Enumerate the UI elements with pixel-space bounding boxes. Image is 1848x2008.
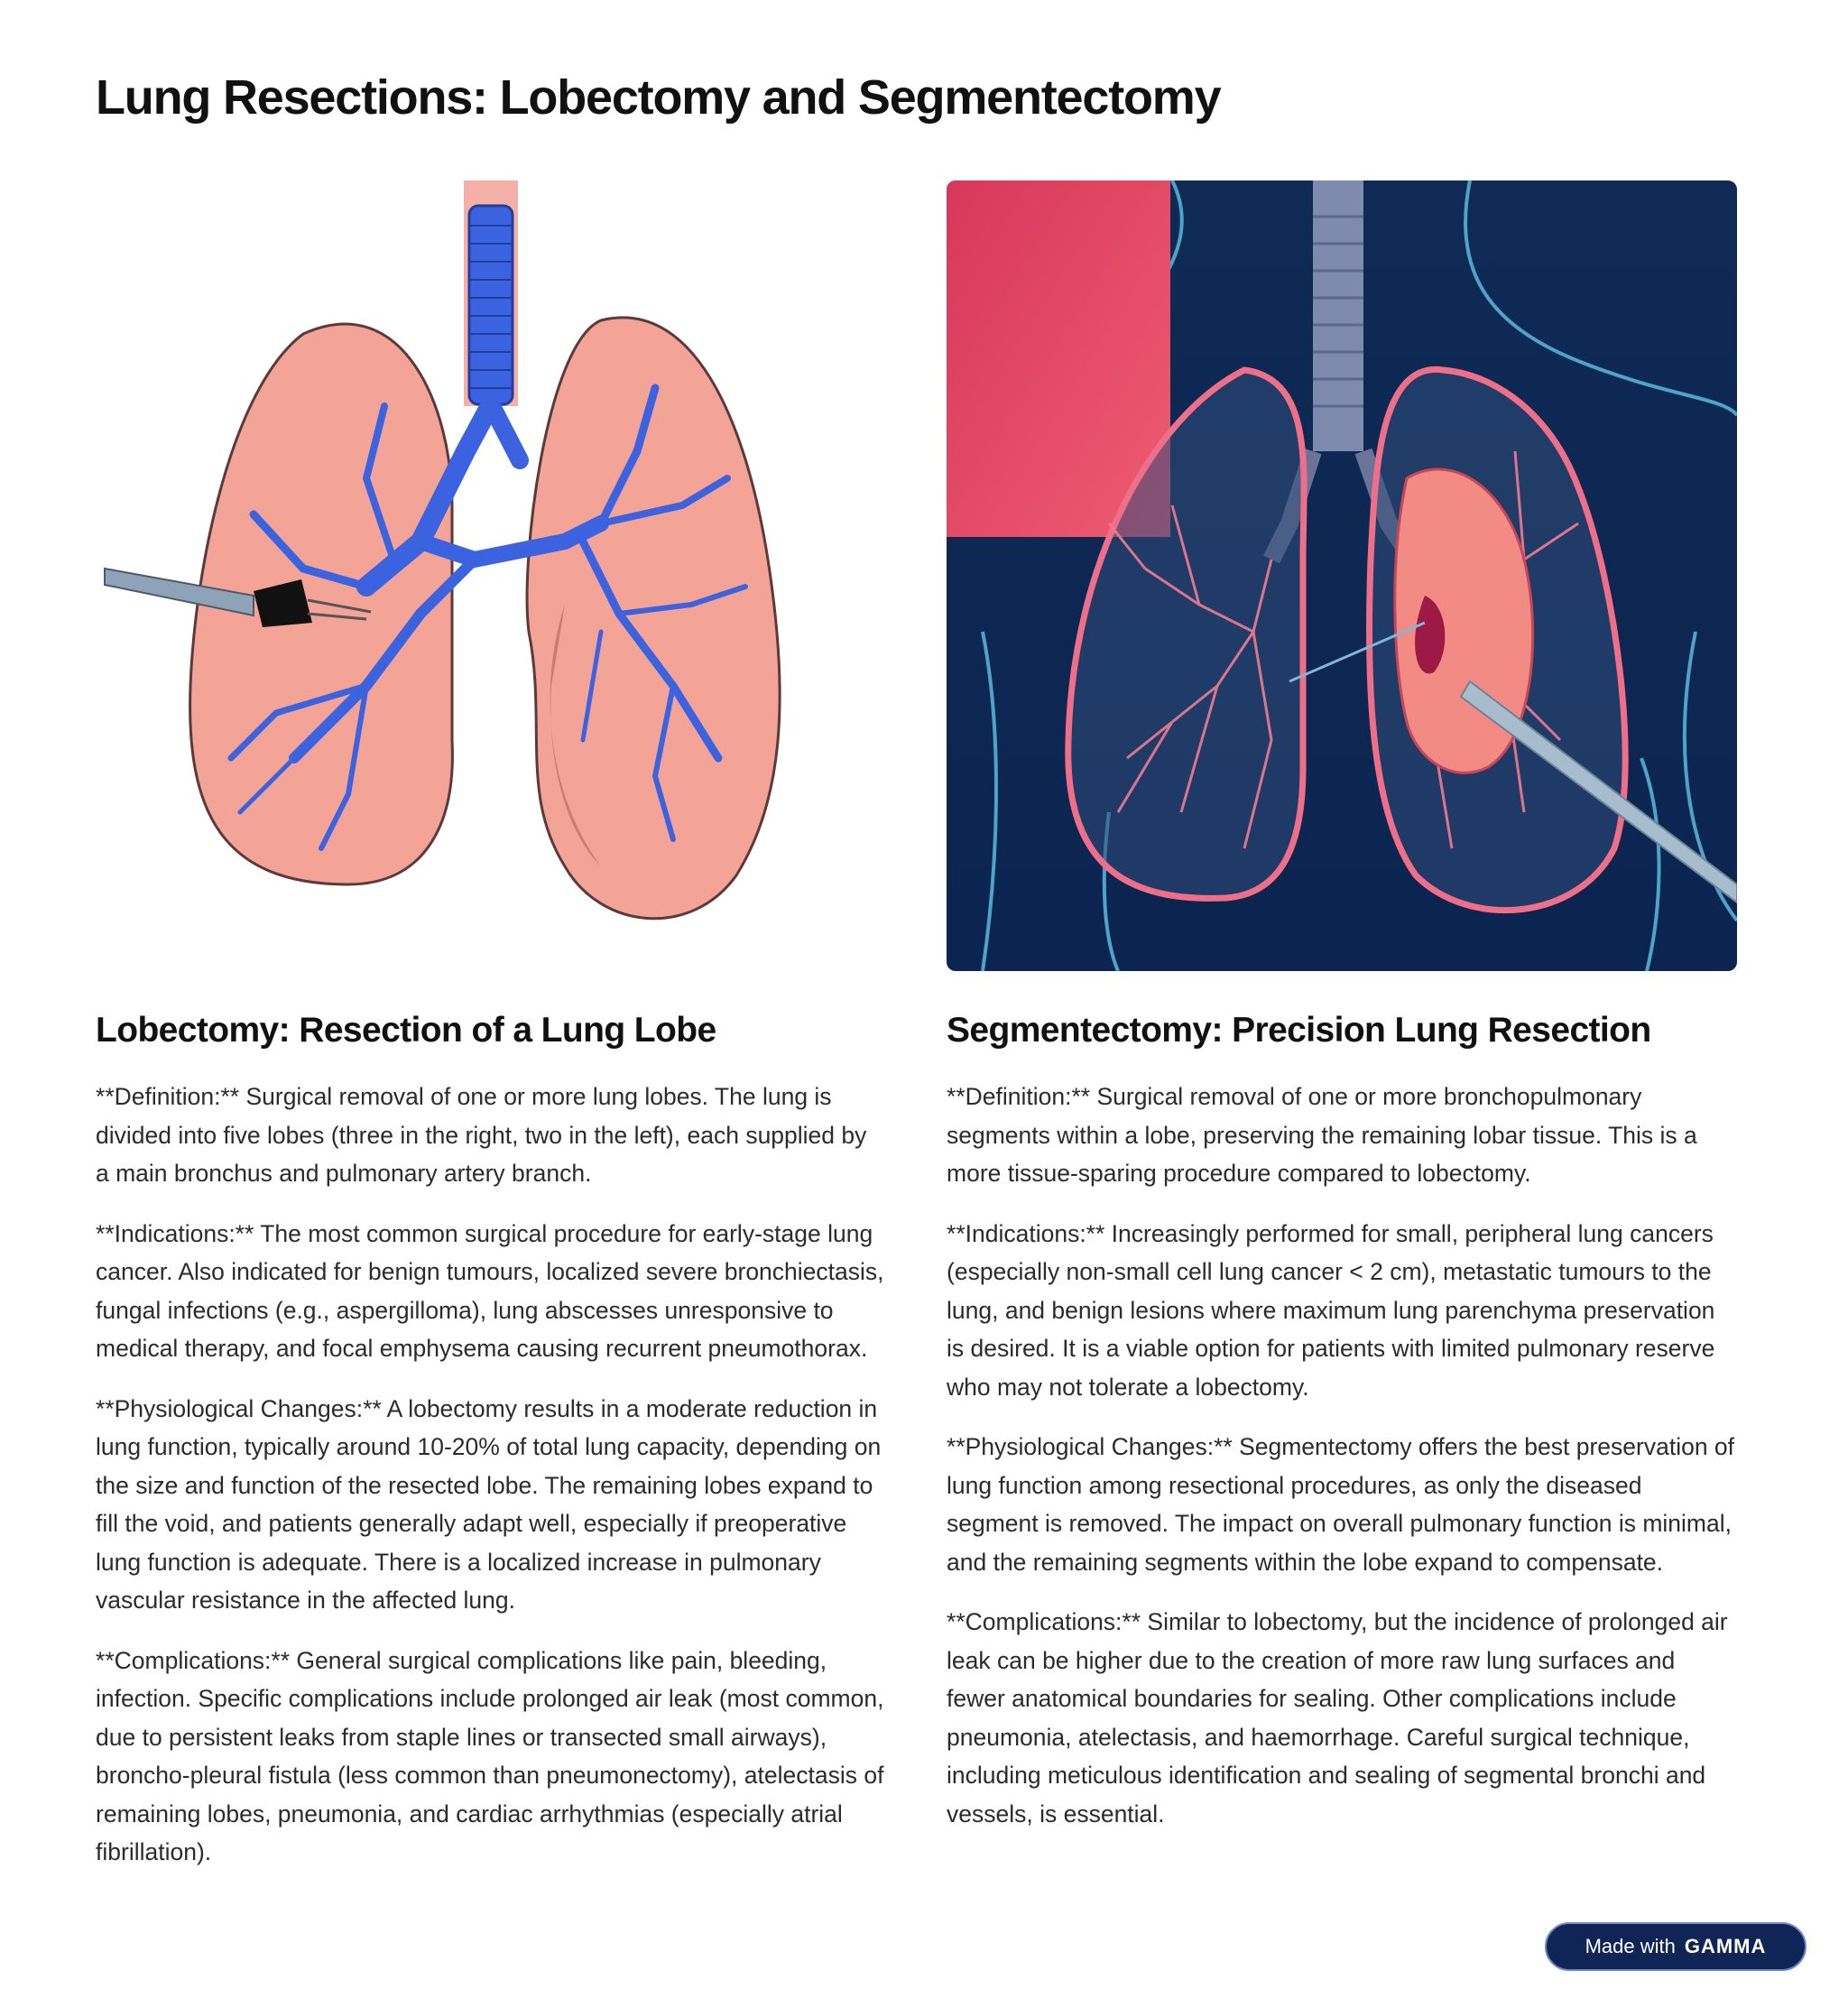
lobectomy-column	[96, 180, 886, 1893]
segmentectomy-column	[947, 180, 1737, 1855]
lobectomy-complications: **Complications:** General surgical complications like pain, bleeding, infection. Specific complications include prolonged air leak (most common, due to persistent leaks from staple lines or transected small airways), broncho-pleural fistula (less common than pneumonectomy), atelectasis of remaining lobes, pneumonia, and cardiac arrhythmias (especially atrial fibrillation).	[96, 1646, 884, 1865]
segmentectomy-physiological-changes: **Physiological Changes:** Segmentectomy offers the best preservation of lung function among resectional procedures, as only the diseased segment is removed. The impact on overall pulmonary function is minimal, and the remaining segments within the lobe expand to compensate.	[947, 1433, 1735, 1576]
page-title: Lung Resections: Lobectomy and Segmentectomy	[96, 70, 1221, 125]
lobectomy-indications: **Indications:** The most common surgical procedure for early-stage lung cancer. Also indicated for benign tumours, localized severe bronchiectasis, fungal infections (e.g., aspergilloma), lung abscesses unresponsive to medical therapy, and focal emphysema causing recurrent pneumothorax.	[96, 1219, 884, 1362]
lobectomy-heading: Lobectomy: Resection of a Lung Lobe	[96, 1011, 716, 1050]
made-with-gamma-badge[interactable]	[1545, 1922, 1806, 1971]
lobectomy-physiological-changes: **Physiological Changes:** A lobectomy results in a moderate reduction in lung function, typically around 10-20% of total lung capacity, depending on the size and function of the resected lobe. The remaining lobes expand to fill the void, and patients generally adapt well, especially if preoperative lung function is adequate. There is a localized increase in pulmonary vascular resistance in the affected lung.	[96, 1394, 882, 1614]
segmentectomy-illustration	[947, 180, 1737, 971]
gamma-logo: GAMMA	[1684, 1935, 1767, 1957]
segmentectomy-complications: **Complications:** Similar to lobectomy, but the incidence of prolonged air leak can be higher due to the creation of more raw lung surfaces and fewer anatomical boundaries for sealing. Other complications include pneumonia, atelectasis, and haemorrhage. Careful surgical technique, including meticulous identification and sealing of segmental bronchi and vessels, is essential.	[947, 1608, 1728, 1828]
segmentectomy-heading: Segmentectomy: Precision Lung Resection	[947, 1011, 1651, 1050]
badge-prefix: Made with	[1585, 1935, 1676, 1957]
segmentectomy-definition: **Definition:** Surgical removal of one or more bronchopulmonary segments within a lobe, preserving the remaining lobar tissue. This is a more tissue-sparing procedure compared to lobectomy.	[947, 1083, 1697, 1187]
segmentectomy-indications: **Indications:** Increasingly performed for small, peripheral lung cancers (especially non-small cell lung cancer < 2 cm), metastatic tumours to the lung, and benign lesions where maximum lung parenchyma preservation is desired. It is a viable option for patients with limited pulmonary reserve who may not tolerate a lobectomy.	[947, 1219, 1715, 1401]
lobectomy-definition: **Definition:** Surgical removal of one or more lung lobes. The lung is divided into five lobes (three in the right, two in the left), each supplied by a main bronchus and pulmonary artery branch.	[96, 1083, 867, 1187]
lobectomy-illustration	[96, 180, 886, 971]
